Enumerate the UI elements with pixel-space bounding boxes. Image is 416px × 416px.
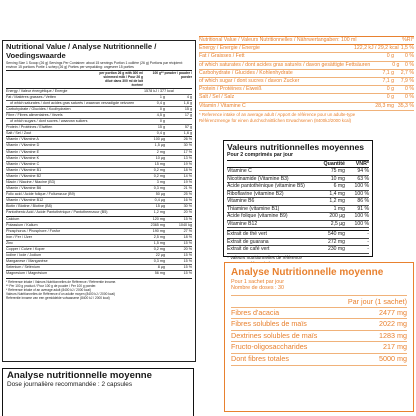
nutrient-value-per-100g: 19 % xyxy=(183,179,192,184)
nutrient-name: Niacin / Niacine / Niacine (B3) xyxy=(6,179,55,184)
panel-a-serving: Serving Size 1 Scoop (26 g) Servings Per Container: about 15 servings Portion 1 cuillère (26 g) Portions par récipient: environ 15 portions Portie 1 schep (26 g) Porties per verpakking: ongeveer 15 porties xyxy=(6,61,183,70)
nutrient-vnr: 100 % xyxy=(354,220,369,227)
table-row xyxy=(231,308,407,320)
nutrient-name: Fat / Matières grasses / Vetten xyxy=(6,94,57,99)
panel-e-subtitle-2: Nombre de doses : 30 xyxy=(231,285,285,292)
panel-e-rows xyxy=(231,308,407,366)
nutrient-value-per-portion: 0,2 mg xyxy=(153,167,165,172)
nutrient-name: of which saturates / dont acides gras saturés / waarvan verzadigde vetzuren xyxy=(10,100,135,105)
nutrient-quantity: 10 mg xyxy=(330,175,345,182)
nutrient-value-per-100g: 17 g xyxy=(184,112,192,117)
nutrient-name: Nicotinamide (Vitamine B3) xyxy=(227,175,289,182)
nutrient-ri-percent: %RI* xyxy=(402,37,414,43)
nutrient-name: Copper / Cuivre / Koper xyxy=(6,247,45,251)
nutrient-value-per-portion: 1,5 µg xyxy=(154,143,165,148)
nutrient-value-per-100g: 30 % xyxy=(183,143,192,148)
nutrient-value-per-100g: 15 % xyxy=(183,265,192,270)
table-row xyxy=(231,342,407,354)
panel-a-col-1: per portion 26 g with 300 ml skimmed milk / Pour 26 g dilué dans 300 ml de lait écrémé xyxy=(99,71,143,87)
nutrient-name: Fibres solubles de maïs xyxy=(231,319,307,329)
nutrient-quantity: 6 mg xyxy=(333,183,345,190)
nutrient-value-per-100g: 1,6 g xyxy=(183,131,192,136)
nutrient-quantity: 1 mg xyxy=(333,205,345,212)
nutrient-ri-percent: 0 % xyxy=(405,86,414,93)
nutrient-name: Protein / Protéines / Eiweiß xyxy=(199,86,262,93)
table-row xyxy=(6,112,192,118)
nutrient-name: Energy / Valeur énergétique / Energie xyxy=(6,88,68,93)
nutrient-name: Extrait de guarana xyxy=(227,238,269,245)
table-row xyxy=(6,197,192,203)
nutrient-name: Fat / Graisses / Fett xyxy=(199,53,245,60)
nutrient-name: Acide folique (vitamine B9) xyxy=(227,213,288,220)
nutrient-amount: 1283 mg xyxy=(379,330,407,340)
nutrient-name: Dextrines solubles de maïs xyxy=(231,330,318,340)
nutrient-value-per-100g: 14 % xyxy=(183,173,192,178)
nutrient-vnr: - xyxy=(367,231,369,238)
nutrient-amount: 0 g xyxy=(386,94,394,101)
nutrient-amount: 217 mg xyxy=(383,342,407,352)
nutrient-name: Vitamin / Vitamine B6 xyxy=(6,186,42,191)
nutrient-name: Biotin / Biotine / Biotine (B8) xyxy=(6,204,52,209)
table-row xyxy=(6,234,192,240)
nutrient-name: Vitamin / Vitamine A xyxy=(6,137,39,142)
table-row xyxy=(6,264,192,270)
nutrient-name: Vitamine C xyxy=(227,168,252,175)
nutrient-value-per-portion: 15 g xyxy=(157,125,165,130)
nutrient-quantity: 75 mg xyxy=(330,168,345,175)
nutrient-value-per-portion: 1578 kJ / 377 kcal xyxy=(144,88,174,93)
nutrient-name: Dont fibres totales xyxy=(231,354,289,364)
nutrient-name: Nutritional Value / Valeurs Nutritionnelles / Nährwertangaben: 100 ml xyxy=(199,37,357,43)
table-row xyxy=(6,191,192,197)
nutrient-name: Potassium / Kalium xyxy=(6,222,38,227)
table-row xyxy=(231,319,407,331)
nutrient-value-per-100g: 1,6 g xyxy=(183,100,192,105)
table-row xyxy=(227,206,369,214)
nutrient-name: Extrait de café vert xyxy=(227,246,270,253)
nutrient-value-per-portion: 0,3 mg xyxy=(153,186,165,191)
table-row xyxy=(6,246,192,252)
nutrient-name: Vitamin / Vitamine E xyxy=(6,149,40,154)
table-row xyxy=(199,70,414,78)
table-row xyxy=(227,230,369,239)
nutrient-ri-percent: 0 % xyxy=(405,61,414,68)
panel-d-subtitle: Dose journalière recommandée : 2 capsules xyxy=(7,381,133,389)
nutrient-value-per-100g: 16 % xyxy=(183,198,192,203)
nutrient-name: Magnesium / Magnésium xyxy=(6,271,48,276)
nutrient-value-per-100g: 27 % xyxy=(183,228,192,233)
nutrient-value-per-portion: 10 µg xyxy=(155,155,165,160)
nutrient-amount: 7,1 g xyxy=(382,69,394,76)
panel-c-header-vnr: VNR* xyxy=(355,160,369,167)
table-row xyxy=(199,86,414,94)
nutrition-panel-orange-fibres xyxy=(224,262,414,412)
nutrient-vnr: 63 % xyxy=(357,175,369,182)
nutrient-value-per-100g: 18 % xyxy=(183,167,192,172)
nutrient-name: Salt / Sel / Zout xyxy=(6,131,32,136)
nutrient-vnr: - xyxy=(367,238,369,245)
nutrient-name: Vitamin / Vitamine B12 xyxy=(6,198,44,203)
nutrient-name: Selenium / Sélénium xyxy=(6,265,40,270)
nutrient-value-per-portion: 15 mg xyxy=(154,161,165,166)
table-row xyxy=(6,179,192,185)
nutrient-value-per-100g: 26 % xyxy=(183,137,192,142)
nutrient-ri-percent: 0 % xyxy=(405,94,414,101)
table-row xyxy=(6,258,192,264)
footnote: Referentie inname van een gemiddelde volwassene (8400 kJ / 2000 kcal) xyxy=(6,296,110,301)
nutrient-name: Zinc xyxy=(6,240,13,245)
nutrient-amount: 0 g xyxy=(386,53,394,60)
nutrient-name: Vitamine B12 xyxy=(227,220,258,227)
nutrient-name: of which sugars / dont sucres / waarvan suikers xyxy=(10,119,88,124)
table-row xyxy=(6,252,192,258)
table-row xyxy=(6,130,192,136)
table-row xyxy=(227,213,369,221)
table-row xyxy=(6,118,192,124)
nutrient-value-per-portion: 50 µg xyxy=(155,192,165,197)
nutrient-value-per-100g: 17 % xyxy=(183,149,192,154)
nutrient-value-per-portion: 0,4 µg xyxy=(154,198,165,203)
nutrient-value-per-portion: 0 g xyxy=(159,106,165,111)
table-row xyxy=(231,331,407,343)
nutrient-name: Thiamine (vitamine B1) xyxy=(227,205,280,212)
nutrition-panel-capsules xyxy=(2,368,194,416)
panel-e-header: Par jour (1 sachet) xyxy=(231,296,407,308)
nutrient-value-per-100g: 18 % xyxy=(183,234,192,239)
nutrient-value-per-100g: 1040 kg xyxy=(178,222,192,227)
table-row xyxy=(6,270,192,276)
table-row xyxy=(6,136,192,142)
table-row xyxy=(199,53,414,61)
panel-c-foot-1: * Valeurs nutritionnelles de référence xyxy=(227,254,302,260)
nutrient-name: Energy / Energie / Energie xyxy=(199,45,260,52)
nutrient-value-per-100g xyxy=(166,119,192,124)
nutrient-value-per-portion: 0 g xyxy=(159,119,165,124)
nutrient-amount: 28,3 mg xyxy=(375,102,394,109)
table-row xyxy=(199,45,414,53)
nutrient-amount: 0 g xyxy=(386,86,394,93)
nutrient-amount: 7,1 g xyxy=(382,78,394,85)
nutrient-value-per-portion: 3 mg xyxy=(156,179,165,184)
table-row xyxy=(6,142,192,148)
table-row xyxy=(6,209,192,215)
table-row xyxy=(6,124,192,130)
nutrient-name: Pantothenic Acid / Acide Pantothénique / Pantotheenzuur (B5) xyxy=(6,210,108,215)
nutrient-vnr: 100 % xyxy=(354,183,369,190)
nutrient-name: Vitamin / Vitamine B1 xyxy=(6,167,42,172)
panel-a-header xyxy=(6,70,192,87)
table-row xyxy=(6,88,192,94)
nutrient-quantity: 272 mg xyxy=(328,238,345,245)
nutrient-value-per-portion: 4,5 g xyxy=(156,112,165,117)
nutrient-value-per-100g: 57 g xyxy=(184,125,192,130)
nutrient-ri-percent: 35,3 % xyxy=(397,102,414,109)
nutrient-value-per-portion: 120 mg xyxy=(152,216,165,221)
table-row xyxy=(6,100,192,106)
nutrient-name: Calcium xyxy=(6,216,20,221)
nutrient-value-per-portion: 0,2 mg xyxy=(153,173,165,178)
panel-c-rows xyxy=(227,168,369,254)
footnote: * Reference intake / Valeurs Nutritionnelles de Référence / Referentie inname. xyxy=(6,280,117,285)
footnote: Valeurs Nutritionnelles de Référence d'un adulte moyen (8400 kJ / 2000 kcal) xyxy=(6,292,115,297)
table-row xyxy=(6,149,192,155)
nutrient-name: Carbohydrate / Glucides / Kohlenhydrate xyxy=(199,69,293,76)
nutrient-value-per-100g: 21 % xyxy=(183,186,192,191)
nutrient-value-per-portion: 190 mg xyxy=(152,228,165,233)
nutrient-quantity: 1,2 mg xyxy=(329,198,345,205)
nutrient-name: Extrait de thé vert xyxy=(227,231,267,238)
nutrient-quantity: 2,5 µg xyxy=(330,220,345,227)
table-row xyxy=(227,183,369,191)
nutrient-vnr: 91 % xyxy=(357,205,369,212)
nutrient-name: Protein / Protéines / Eiwitten xyxy=(6,125,53,130)
table-row xyxy=(231,354,407,366)
nutrient-name: Iodine / Iode / Jodium xyxy=(6,253,42,258)
nutrient-value-per-portion: 100 µg xyxy=(153,137,165,142)
nutrient-name: Fibre / Fibres alimentaires / Vezels xyxy=(6,112,63,117)
nutrient-amount: 2477 mg xyxy=(379,307,407,317)
nutrient-value-per-portion: 0,3 mg xyxy=(153,259,165,264)
panel-b-note-1: * Reference intake of an average adult / Apport de référence pour un adulte-type xyxy=(199,111,356,117)
table-row xyxy=(6,155,192,161)
table-row xyxy=(199,78,414,86)
nutrient-name: Fibres d'acacia xyxy=(231,307,280,317)
nutrient-amount: 122,2 kJ / 29,2 kcal xyxy=(354,45,399,52)
nutrient-quantity: 1,4 mg xyxy=(329,190,345,197)
nutrient-value-per-portion: 8 µg xyxy=(157,265,165,270)
table-row xyxy=(227,239,369,247)
nutrient-value-per-100g: 15 % xyxy=(183,253,192,258)
nutrient-name: of which sugar / dont sucres / davon Zucker xyxy=(199,78,300,85)
nutrient-name: Riboflavine (vitamine B2) xyxy=(227,190,284,197)
panel-a-col-2: 100 g** powder / poudre / poeder xyxy=(152,71,192,80)
nutrient-name: Vitamin / Vitamine K xyxy=(6,155,40,160)
nutrient-value-per-100g: 15 g xyxy=(184,106,192,111)
panel-d-title: Analyse nutritionnelle moyenne xyxy=(7,370,153,381)
nutrient-value-per-portion: 1,2 mg xyxy=(153,210,165,215)
table-row xyxy=(6,216,192,222)
table-row xyxy=(6,94,192,100)
nutrient-value-per-100g xyxy=(166,89,192,94)
panel-c-subtitle: Pour 2 comprimés par jour xyxy=(227,152,294,159)
nutrient-ri-percent: 1,5 % xyxy=(400,45,414,52)
table-row xyxy=(227,191,369,199)
nutrient-value-per-100g: 25 % xyxy=(183,192,192,197)
nutrient-vnr: 100 % xyxy=(354,213,369,220)
panel-a-rows xyxy=(6,88,192,277)
nutrient-value-per-100g: 13 % xyxy=(183,155,192,160)
panel-b-rows xyxy=(199,36,414,111)
table-row xyxy=(6,240,192,246)
nutrient-vnr: 94 % xyxy=(357,168,369,175)
nutrient-value-per-portion: 2,5 mg xyxy=(153,234,165,239)
nutrient-amount xyxy=(357,37,395,44)
nutrient-value-per-100g: 15 % xyxy=(183,271,192,276)
nutrient-name: Iron / Fer / IJzer xyxy=(6,234,33,239)
nutrient-vnr: 86 % xyxy=(357,198,369,205)
footnote: * Reference intake of an average adult (8400 kJ / 2000 kcal) xyxy=(6,288,91,293)
table-row xyxy=(199,103,414,111)
table-row xyxy=(6,203,192,209)
nutrient-value-per-portion: 1 g xyxy=(159,94,165,99)
nutrient-value-per-portion: 0,2 mg xyxy=(153,247,165,251)
table-row xyxy=(227,176,369,184)
table-row xyxy=(6,222,192,228)
table-row xyxy=(6,185,192,191)
nutrient-value-per-100g: 19 % xyxy=(183,161,192,166)
table-row xyxy=(199,36,414,45)
table-row xyxy=(6,106,192,112)
nutrient-value-per-portion: 15 µg xyxy=(155,204,165,209)
panel-c-header-name xyxy=(227,161,307,168)
table-row xyxy=(227,168,369,176)
table-row xyxy=(227,198,369,206)
nutrient-ri-percent: 7,9 % xyxy=(400,78,414,85)
nutrient-value-per-portion: 56 mg xyxy=(154,271,165,276)
panel-a-title: Nutritional Value / Analyse Nutritionnelle / Voedingswaarde xyxy=(6,42,157,60)
table-row xyxy=(6,161,192,167)
nutrition-panel-tablets xyxy=(223,140,373,260)
table-row xyxy=(6,167,192,173)
nutrient-name: Phosphorus / Phosphore / Fosfor xyxy=(6,228,61,233)
panel-a-footnotes xyxy=(6,278,192,300)
nutrient-name: Fructo-oligosaccharides xyxy=(231,342,308,352)
nutrient-name: Vitamin / Vitamine D xyxy=(6,143,40,148)
nutrient-value-per-portion: 0,4 g xyxy=(156,131,165,136)
table-row xyxy=(6,173,192,179)
panel-c-header xyxy=(227,160,369,169)
nutrient-value-per-100g: 20 % xyxy=(183,210,192,215)
nutrient-value-per-portion: 1,5 mg xyxy=(153,240,165,245)
nutrient-ri-percent: 2,7 % xyxy=(400,69,414,76)
nutrient-name: of which saturates / dont acides gras saturés / davon gesättigte Fettsäuren xyxy=(199,61,371,68)
table-row xyxy=(199,62,414,70)
nutrient-amount: 2022 mg xyxy=(379,319,407,329)
table-row xyxy=(199,94,414,102)
nutrient-name: Salt / Sel / Salz xyxy=(199,94,235,101)
panel-e-subtitle xyxy=(231,279,407,296)
nutrient-vnr: 100 % xyxy=(354,190,369,197)
nutrient-quantity: 200 µg xyxy=(329,213,345,220)
table-row xyxy=(227,246,369,254)
nutrient-value-per-portion: 2365 mg xyxy=(150,222,165,227)
nutrient-value-per-portion: 2 mg xyxy=(156,149,165,154)
nutrient-quantity: 540 mg xyxy=(328,231,345,238)
nutrient-value-per-100g: 15 % xyxy=(183,259,192,264)
nutrient-name: Vitamine B6 xyxy=(227,198,255,205)
nutrient-value-per-100g: 20 % xyxy=(183,247,192,251)
table-row xyxy=(227,221,369,229)
nutrient-amount: 0 g xyxy=(392,61,400,68)
nutrient-name: Carbohydrate / Glucides / Koolhydraten xyxy=(6,106,71,111)
nutrient-value-per-100g: 15 % xyxy=(183,216,192,221)
nutrition-panel-bilingual xyxy=(2,40,196,362)
panel-e-title: Analyse Nutritionnelle moyenne xyxy=(231,267,384,278)
nutrient-name: Vitamin / Vitamine C xyxy=(199,102,246,109)
nutrient-ri-percent: 0 % xyxy=(405,53,414,60)
nutrient-amount: 5000 mg xyxy=(379,354,407,364)
nutrient-name: Acide pantothénique (vitamine B5) xyxy=(227,183,305,190)
nutrient-name: Manganese / Manganèse xyxy=(6,259,48,264)
nutrient-name: Folic acid / Acide folique / Foliumzuur (B9) xyxy=(6,192,75,197)
panel-c-title: Valeurs nutritionnelles moyennes xyxy=(227,142,365,152)
nutrition-panel-orange-bilingual xyxy=(199,36,414,136)
nutrient-quantity: 230 mg xyxy=(328,246,345,253)
nutrient-value-per-100g: 30 % xyxy=(183,204,192,209)
nutrient-value-per-100g: 15 % xyxy=(183,240,192,245)
panel-c-header-quantity: Quantité xyxy=(323,160,345,167)
nutrient-name: Vitamin / Vitamine B2 xyxy=(6,173,42,178)
panel-e-subtitle-1: Pour 1 sachet par jour xyxy=(231,278,285,285)
nutrient-value-per-portion: 22 µg xyxy=(155,253,165,258)
table-row xyxy=(6,228,192,234)
nutrient-value-per-100g: 4 g xyxy=(186,94,192,99)
nutrient-value-per-portion: 0,4 g xyxy=(156,100,165,105)
nutrient-vnr: - xyxy=(367,246,369,253)
footnote: ** Per 100 g product / Pour 100 g de poudre / Per 100 g poeder. xyxy=(6,284,97,289)
panel-b-note-2: Référenzmenge für einen durchschnittlichen Erwachsenen (8400kJ/2000 kcal) xyxy=(199,118,352,124)
nutrient-name: Vitamin / Vitamine C xyxy=(6,161,40,166)
